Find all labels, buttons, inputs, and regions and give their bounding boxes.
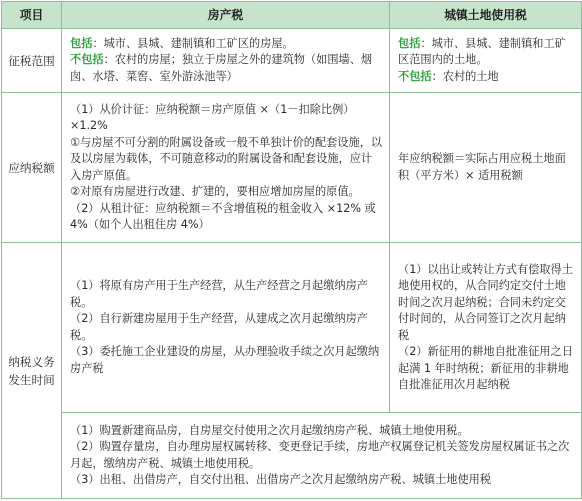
exclude-tag: 不包括 (398, 69, 432, 83)
amount-line: （2）从租计征：应纳税额＝不含增值税的租金收入 ×12% 或 4%（如个人出租住房 4%） (70, 201, 376, 231)
header-item: 项目 (2, 2, 62, 29)
exclude-tag: 不包括 (70, 53, 104, 67)
cell-property-scope (62, 29, 390, 93)
table-header-row (2, 2, 582, 29)
header-property-tax: 房产税 (62, 2, 390, 29)
table-row-amount (2, 93, 582, 243)
cell-land-amount (390, 93, 582, 243)
tax-comparison-table-wrapper (1, 1, 581, 499)
timing-line: （1）将原有房产用于生产经营，从生产经营之月起缴纳房产税。 (70, 279, 368, 309)
land-scope-exclude (398, 69, 575, 86)
land-scope-include (398, 36, 575, 69)
cell-property-amount (62, 93, 390, 243)
include-text: ：城市、县城、建制镇和工矿区范围内的土地。 (398, 36, 566, 67)
row-label-timing: 纳税义务发生时间 (2, 243, 62, 499)
timing-line: （3）出租、出借房产，自交付出租、出借房产之次月起缴纳房产税、城镇土地使用税 (70, 473, 492, 486)
table-row-timing-common (2, 413, 582, 499)
timing-line: （1）购置新建商品房，自房屋交付使用之次月起缴纳房产税、城镇土地使用税。 (70, 423, 469, 437)
land-amount-formula: 年应纳税额＝实际占用应税土地面积（平方米）× 适用税额 (398, 152, 566, 182)
header-land-use-tax: 城镇土地使用税 (390, 2, 582, 29)
exclude-text: ：农村的土地 (431, 69, 499, 83)
amount-line: ②对原有房屋进行改建、扩建的，要相应增加房屋的原值。 (70, 185, 360, 198)
row-label-scope: 征税范围 (2, 29, 62, 93)
include-tag: 包括 (398, 36, 421, 50)
cell-property-timing (62, 243, 390, 413)
property-scope-exclude (70, 52, 383, 85)
amount-line: （1）从价计征：应纳税额＝房产原值 ×（1－扣除比例）×1.2% (70, 102, 355, 132)
exclude-text: ：农村的房屋；独立于房屋之外的建筑物（如围墙、烟囱、水塔、菜窖、室外游泳池等） (70, 53, 373, 83)
property-scope-include (70, 36, 383, 53)
timing-line: （3）委托施工企业建设的房屋，从办理验收手续之次月起缴纳房产税 (70, 345, 380, 375)
cell-land-scope (390, 29, 582, 93)
include-text: ：城市、县城、建制镇和工矿区的房屋。 (92, 36, 294, 50)
tax-comparison-table (1, 1, 582, 499)
table-row-scope (2, 29, 582, 93)
timing-line: （2）新征用的耕地自批准征用之日起满 1 年时纳税；新征用的非耕地自批准征用次月起纳税 (398, 345, 573, 391)
timing-line: （1）以出让或转让方式有偿取得土地使用权的，从合同约定交付土地时间之次月起纳税；合同未约定交付时间的，从合同签订之次月起纳税 (398, 262, 573, 342)
amount-line: ①与房屋不可分割的附属设备或一般不单独计价的配套设施，以及以房屋为载体，不可随意移动的附属设备和配套设施，应计入房产原值。 (70, 135, 383, 182)
cell-land-timing (390, 243, 582, 413)
table-row-timing (2, 243, 582, 413)
cell-common-timing (62, 413, 582, 499)
timing-line: （2）自行新建房屋用于生产经营，从建成之次月起缴纳房产税。 (70, 312, 368, 342)
row-label-amount: 应纳税额 (2, 93, 62, 243)
include-tag: 包括 (70, 36, 93, 50)
timing-line: （2）购置存量房，自办理房屋权属转移、变更登记手续，房地产权属登记机关签发房屋权属证书之次月起，缴纳房产税、城镇土地使用税。 (70, 440, 570, 470)
